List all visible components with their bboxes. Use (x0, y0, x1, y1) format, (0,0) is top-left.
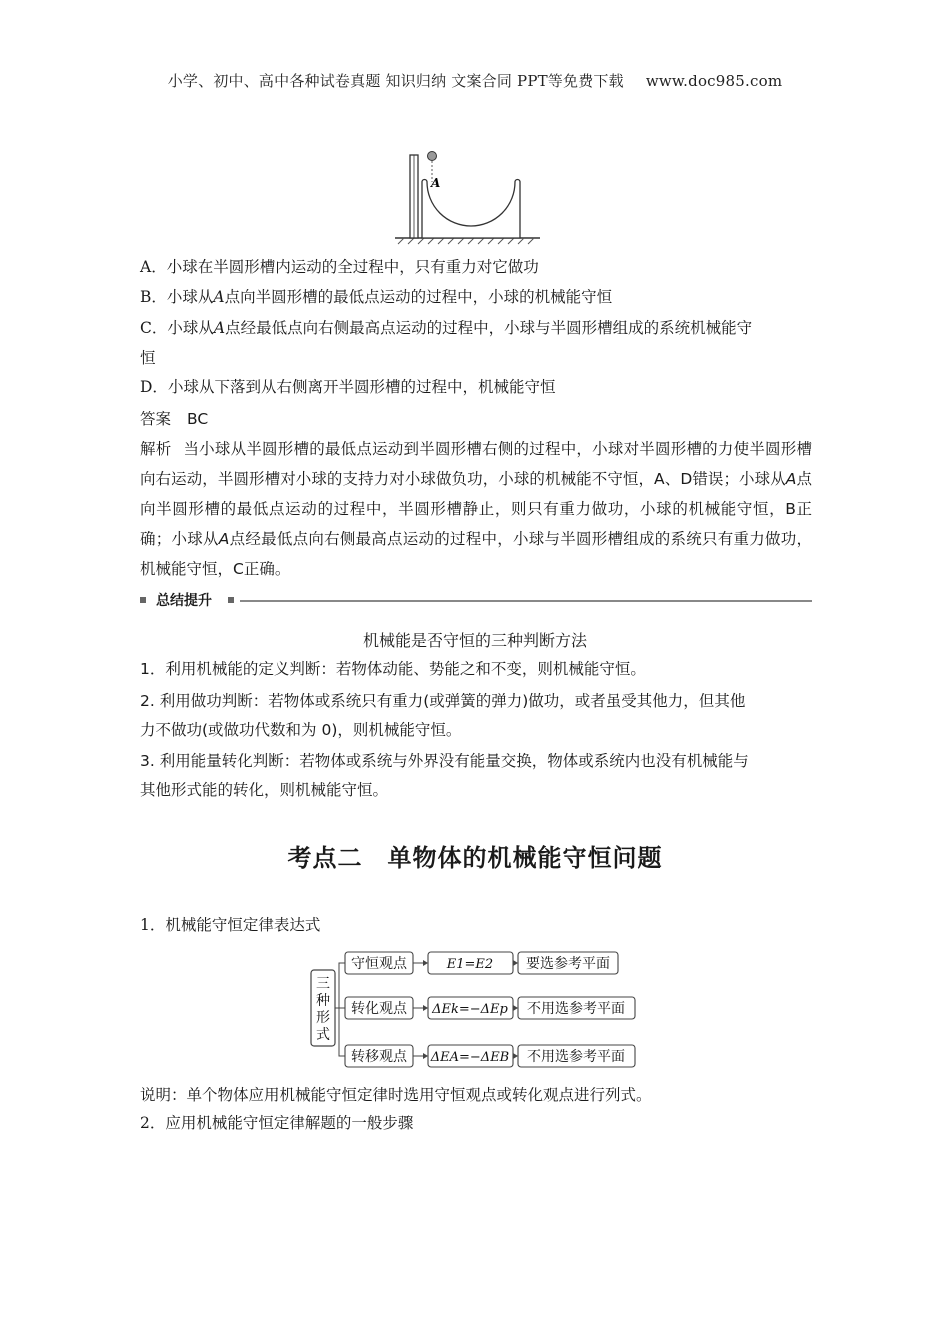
option-text: 恒 (140, 349, 156, 367)
page-header (0, 70, 950, 91)
summary-label: 总结提升 (156, 593, 212, 609)
section-item-1: 1．机械能守恒定律表达式 (140, 916, 321, 934)
option-text: 点经最低点向右侧最高点运动的过程中，小球与半圆形槽组成的系统机械能守 (225, 319, 753, 337)
option-letter: B． (140, 288, 167, 306)
summary-divider (140, 590, 812, 612)
section-title: 考点二 单物体的机械能守恒问题 (287, 843, 663, 872)
formula-label: ΔEA=−ΔEB (430, 1050, 510, 1065)
analysis-label: 解析 (140, 440, 172, 458)
option-text: 小球在半圆形槽内运动的全过程中，只有重力对它做功 (166, 258, 539, 276)
option-text: 小球从 (166, 288, 214, 306)
three-forms-diagram (305, 948, 645, 1076)
divider-line (240, 600, 812, 602)
answer-label: 答案 (140, 410, 172, 428)
ground-hatch (398, 238, 534, 244)
forms-label-char: 式 (316, 1027, 330, 1043)
option-d (140, 372, 812, 402)
square-bullet-icon (140, 597, 146, 603)
point-label: A (785, 470, 797, 488)
forms-label-char: 种 (316, 993, 330, 1009)
option-b (140, 282, 812, 312)
note-label: 不用选参考平面 (527, 1001, 625, 1017)
square-bullet-icon (228, 597, 234, 603)
header-text: 小学、初中、高中各种试卷真题 知识归纳 文案合同 PPT等免费下载 (167, 72, 624, 90)
note-label: 不用选参考平面 (527, 1049, 625, 1065)
section-item-2: 2．应用机械能守恒定律解题的一般步骤 (140, 1114, 414, 1132)
forms-label-char: 三 (316, 976, 330, 992)
option-letter: D． (140, 378, 168, 396)
option-c (140, 313, 812, 373)
summary-item: 其他形式能的转化，则机械能守恒。 (140, 781, 389, 799)
formula-label: ΔEk=−ΔEp (432, 1002, 508, 1017)
summary-item: 力不做功(或做功代数和为 0)，则机械能守恒。 (140, 721, 462, 739)
point-label: A (213, 288, 225, 306)
answer-value: BC (187, 410, 209, 428)
trough-figure (390, 145, 560, 245)
summary-item: 2. 利用做功判断：若物体或系统只有重力(或弹簧的弹力)做功，或者虽受其他力，但其他 (140, 692, 746, 710)
note-label: 要选参考平面 (526, 956, 610, 972)
formula-label: E1=E2 (446, 957, 494, 972)
header-url: www.doc985.com (645, 72, 783, 90)
point-label: A (213, 319, 226, 337)
point-a-label: A (431, 176, 441, 190)
note-text: 说明：单个物体应用机械能守恒定律时选用守恒观点或转化观点进行列式。 (140, 1086, 652, 1104)
analysis-text: 点向半圆形槽的最低点运动的过程中，半圆形槽静止，则只有重力做功，小球的机械能守恒，B正确；小球从 (140, 470, 812, 548)
option-letter: C． (140, 319, 168, 337)
summary-title: 机械能是否守恒的三种判断方法 (362, 631, 587, 650)
option-text: 小球从 (167, 319, 214, 337)
summary-item: 3. 利用能量转化判断：若物体或系统与外界没有能量交换，物体或系统内也没有机械能与 (140, 752, 749, 770)
view-label: 转化观点 (351, 1001, 407, 1017)
view-label: 守恒观点 (351, 956, 407, 972)
forms-label-char: 形 (316, 1010, 330, 1026)
analysis-text: 当小球从半圆形槽的最低点运动到半圆形槽右侧的过程中，小球对半圆形槽的力使半圆形槽向右运动，半圆形槽对小球的支持力对小球做负功，小球的机械能不守恒，A、D错误；小球从 (140, 440, 812, 488)
point-label: A (218, 530, 230, 548)
view-label: 转移观点 (351, 1049, 407, 1065)
option-letter: A． (140, 258, 167, 276)
analysis (140, 434, 812, 584)
answer (140, 404, 812, 434)
option-text: 小球从下落到从右侧离开半圆形槽的过程中，机械能守恒 (167, 378, 556, 396)
summary-item: 1．利用机械能的定义判断：若物体动能、势能之和不变，则机械能守恒。 (140, 660, 646, 678)
analysis-text: 点经最低点向右侧最高点运动的过程中，小球与半圆形槽组成的系统只有重力做功，机械能守恒，C正确。 (140, 530, 812, 578)
ball (428, 152, 437, 161)
option-a (140, 252, 812, 282)
option-text: 点向半圆形槽的最低点运动的过程中，小球的机械能守恒 (224, 288, 613, 306)
